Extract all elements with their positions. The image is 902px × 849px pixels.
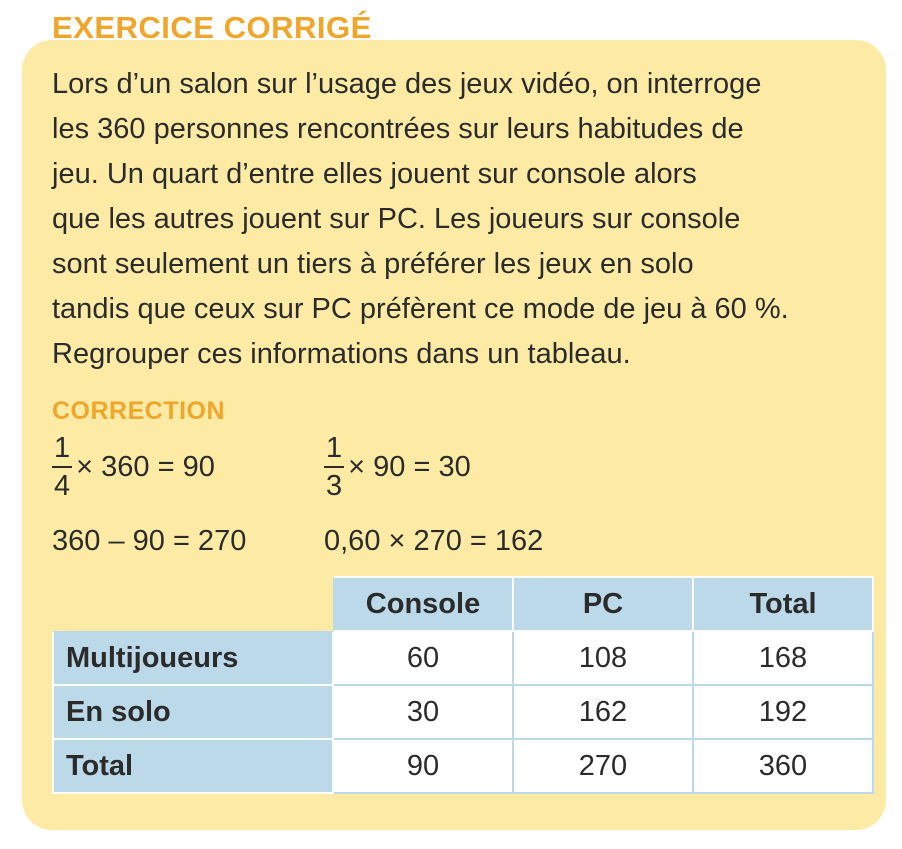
calc-multiplication: 0,60 × 270 = 162 bbox=[324, 525, 544, 557]
exercise-title: EXERCICE CORRIGÉ bbox=[52, 10, 372, 45]
exercise-statement bbox=[52, 62, 867, 377]
statement-line: Regrouper ces informations dans un tableau. bbox=[52, 338, 631, 370]
correction-title: CORRECTION bbox=[52, 397, 226, 425]
table-corner bbox=[53, 577, 333, 631]
statement-line: que les autres jouent sur PC. Les joueurs sur console bbox=[52, 203, 741, 235]
fraction-denominator: 4 bbox=[54, 470, 71, 502]
row-header-en-solo: En solo bbox=[53, 685, 333, 739]
table-row bbox=[53, 739, 873, 793]
results-table bbox=[52, 576, 874, 794]
table-cell: 162 bbox=[513, 685, 693, 739]
table-cell: 30 bbox=[333, 685, 513, 739]
column-header-console: Console bbox=[333, 577, 513, 631]
statement-line: sont seulement un tiers à préférer les jeux en solo bbox=[52, 248, 694, 280]
calc-fraction-quarter bbox=[52, 432, 215, 502]
fraction-numerator: 1 bbox=[326, 432, 343, 464]
statement-line: les 360 personnes rencontrées sur leurs habitudes de bbox=[52, 113, 744, 145]
column-header-total: Total bbox=[693, 577, 873, 631]
fraction-numerator: 1 bbox=[54, 432, 71, 464]
table-cell: 192 bbox=[693, 685, 873, 739]
statement-line: tandis que ceux sur PC préfèrent ce mode de jeu à 60 %. bbox=[52, 293, 789, 325]
fraction-bar bbox=[324, 466, 344, 468]
fraction-bar bbox=[52, 466, 72, 468]
calc-fraction-third bbox=[324, 432, 471, 502]
fraction-denominator: 3 bbox=[326, 470, 343, 502]
calc-expression: × 360 = 90 bbox=[76, 451, 215, 483]
table-row bbox=[53, 631, 873, 685]
table-row bbox=[53, 685, 873, 739]
statement-line: Lors d’un salon sur l’usage des jeux vidéo, on interroge bbox=[52, 68, 762, 100]
table-header-row bbox=[53, 577, 873, 631]
table-cell: 168 bbox=[693, 631, 873, 685]
column-header-pc: PC bbox=[513, 577, 693, 631]
table-cell: 108 bbox=[513, 631, 693, 685]
table-cell: 60 bbox=[333, 631, 513, 685]
row-header-total: Total bbox=[53, 739, 333, 793]
table-cell: 360 bbox=[693, 739, 873, 793]
fraction bbox=[324, 432, 344, 502]
calc-subtraction: 360 – 90 = 270 bbox=[52, 525, 247, 557]
table-cell: 90 bbox=[333, 739, 513, 793]
row-header-multijoueurs: Multijoueurs bbox=[53, 631, 333, 685]
calc-expression: × 90 = 30 bbox=[348, 451, 471, 483]
statement-line: jeu. Un quart d’entre elles jouent sur console alors bbox=[52, 158, 697, 190]
fraction bbox=[52, 432, 72, 502]
table-cell: 270 bbox=[513, 739, 693, 793]
